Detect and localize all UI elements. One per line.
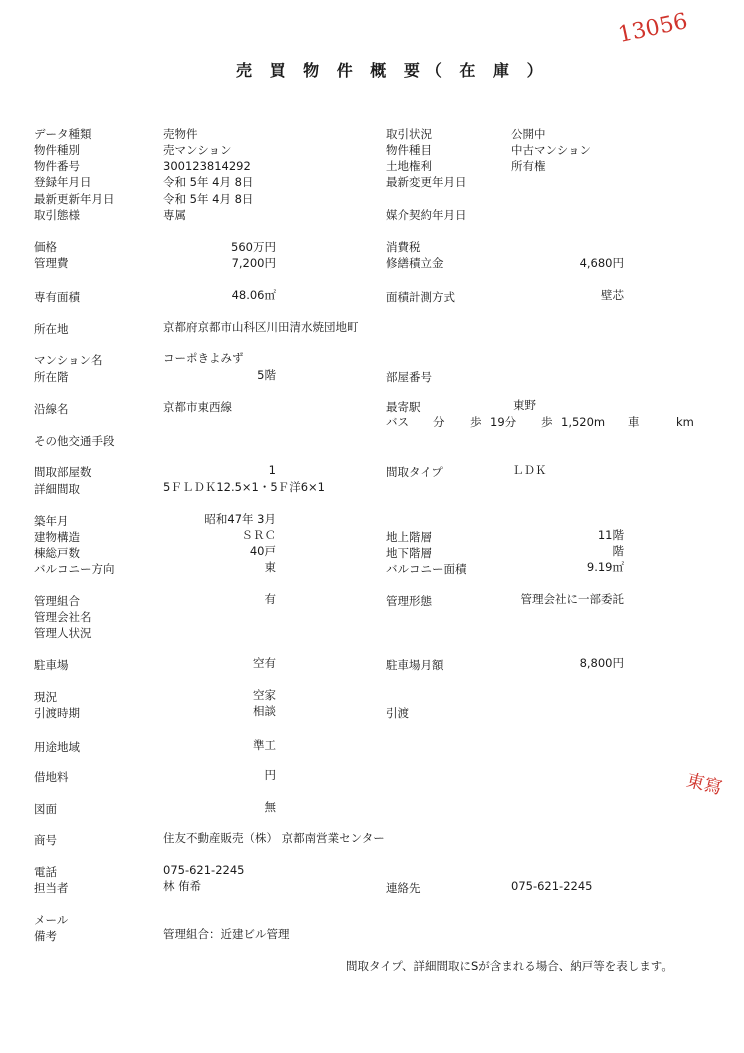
label-exclusive-area: 専有面積: [34, 290, 80, 304]
label-data-type: データ種類: [34, 127, 92, 141]
value-zoning: 準工: [253, 738, 276, 752]
value-area-method: 壁芯: [601, 288, 624, 302]
value-floor: 5階: [257, 368, 276, 382]
label-parking-monthly: 駐車場月額: [386, 658, 444, 672]
value-registered-date: 令和 5年 4月 8日: [163, 175, 254, 189]
value-nearest-station: 東野: [513, 398, 536, 412]
label-remarks: 備考: [34, 929, 57, 943]
label-management-form: 管理形態: [386, 594, 432, 608]
value-location: 京都府京都市山科区川田清水焼団地町: [163, 320, 359, 334]
walk-distance: 1,520m: [561, 415, 606, 429]
value-phone: 075-621-2245: [163, 863, 245, 877]
walk-label: 歩: [470, 415, 482, 429]
value-property-number: 300123814292: [163, 159, 251, 173]
value-parking-monthly: 8,800円: [579, 656, 624, 670]
value-management-form: 管理会社に一部委託: [520, 592, 624, 606]
value-drawings: 無: [264, 800, 276, 814]
label-balcony-area: バルコニー面積: [386, 562, 467, 576]
walk-minutes: 19分: [490, 415, 517, 429]
value-land-right: 所有権: [511, 159, 546, 173]
value-handover-time: 相談: [253, 704, 276, 718]
label-built-date: 築年月: [34, 514, 69, 528]
label-email: メール: [34, 913, 69, 927]
value-line-name: 京都市東西線: [163, 400, 232, 414]
value-balcony-direction: 東: [264, 560, 276, 574]
label-above-floors: 地上階層: [386, 530, 432, 544]
km-label: km: [676, 415, 694, 429]
value-total-units: 40戸: [249, 544, 276, 558]
label-room-count: 間取部屋数: [34, 465, 92, 479]
label-trade-name: 商号: [34, 833, 57, 847]
label-zoning: 用途地域: [34, 740, 80, 754]
value-management-fee: 7,200円: [231, 256, 276, 270]
value-transaction-mode: 専属: [163, 208, 186, 222]
label-management-fee: 管理費: [34, 256, 69, 270]
label-mansion-name: マンション名: [34, 353, 103, 367]
label-person: 担当者: [34, 881, 69, 895]
label-handover: 引渡: [386, 706, 409, 720]
value-remarks: 管理組合：近建ビル管理: [163, 927, 290, 941]
value-property-item: 中古マンション: [511, 143, 591, 157]
value-contact: 075-621-2245: [511, 879, 593, 893]
value-below-floors: 階: [612, 544, 624, 558]
value-data-type: 売物件: [163, 127, 198, 141]
label-layout-detail: 詳細間取: [34, 482, 80, 496]
value-mansion-name: コーポきよみず: [163, 351, 244, 365]
label-updated-date: 最新更新年月日: [34, 192, 115, 206]
value-updated-date: 令和 5年 4月 8日: [163, 192, 254, 206]
label-structure: 建物構造: [34, 530, 80, 544]
label-land-right: 土地権利: [386, 159, 432, 173]
walk-distance-label: 歩: [541, 415, 553, 429]
label-room-number: 部屋番号: [386, 370, 432, 384]
value-room-count: 1: [268, 463, 276, 477]
label-area-method: 面積計測方式: [386, 290, 455, 304]
label-phone: 電話: [34, 865, 57, 879]
label-drawings: 図面: [34, 802, 57, 816]
label-management-company: 管理会社名: [34, 610, 92, 624]
label-parking: 駐車場: [34, 658, 69, 672]
label-below-floors: 地下階層: [386, 546, 432, 560]
value-association: 有: [264, 592, 276, 606]
label-association: 管理組合: [34, 594, 80, 608]
value-price: 560万円: [231, 240, 276, 254]
label-transaction-mode: 取引態様: [34, 208, 80, 222]
label-balcony-direction: バルコニー方向: [34, 562, 115, 576]
value-trade-name: 住友不動産販売（株） 京都南営業センター: [163, 831, 385, 845]
value-structure: ＳＲＣ: [241, 528, 276, 542]
value-balcony-area: 9.19㎡: [586, 560, 624, 574]
label-brokerage-date: 媒介契約年月日: [386, 208, 467, 222]
value-person: 林 侑希: [163, 879, 202, 893]
handwritten-mark: 東寫: [684, 769, 725, 800]
value-current-status: 空家: [253, 688, 276, 702]
car-label: 車: [628, 415, 640, 429]
label-nearest-station: 最寄駅: [386, 400, 421, 414]
label-floor: 所在階: [34, 370, 69, 384]
label-consumption-tax: 消費税: [386, 240, 421, 254]
label-manager-status: 管理人状況: [34, 626, 92, 640]
label-handover-time: 引渡時期: [34, 706, 80, 720]
footer-note: 間取タイプ、詳細間取にSが含まれる場合、納戸等を表します。: [346, 959, 673, 973]
value-layout-type: ＬＤＫ: [512, 463, 547, 477]
label-property-item: 物件種目: [386, 143, 432, 157]
label-line-name: 沿線名: [34, 402, 69, 416]
value-property-kind: 売マンション: [163, 143, 232, 157]
label-total-units: 棟総戸数: [34, 546, 80, 560]
value-transaction-status: 公開中: [511, 127, 546, 141]
document-title: 売 買 物 件 概 要（ 在 庫 ）: [236, 61, 549, 80]
label-price: 価格: [34, 240, 57, 254]
label-registered-date: 登録年月日: [34, 175, 92, 189]
handwritten-number: 13056: [616, 9, 690, 49]
label-property-number: 物件番号: [34, 159, 80, 173]
label-repair-reserve: 修繕積立金: [386, 256, 444, 270]
label-transaction-status: 取引状況: [386, 127, 432, 141]
value-parking: 空有: [253, 656, 276, 670]
value-layout-detail: 5ＦＬＤＫ12.5×1・5Ｆ洋6×1: [163, 480, 325, 494]
bus-minutes-label: 分: [433, 415, 445, 429]
bus-label: バス: [386, 415, 409, 429]
value-land-rent: 円: [264, 768, 276, 782]
label-current-status: 現況: [34, 690, 57, 704]
value-exclusive-area: 48.06㎡: [231, 288, 276, 302]
label-other-transport: その他交通手段: [34, 434, 115, 448]
label-property-kind: 物件種別: [34, 143, 80, 157]
value-repair-reserve: 4,680円: [579, 256, 624, 270]
label-land-rent: 借地料: [34, 770, 69, 784]
value-above-floors: 11階: [597, 528, 624, 542]
label-changed-date: 最新変更年月日: [386, 175, 467, 189]
label-contact: 連絡先: [386, 881, 421, 895]
label-layout-type: 間取タイプ: [386, 465, 443, 479]
value-built-date: 昭和47年 3月: [204, 512, 276, 526]
label-location: 所在地: [34, 322, 69, 336]
